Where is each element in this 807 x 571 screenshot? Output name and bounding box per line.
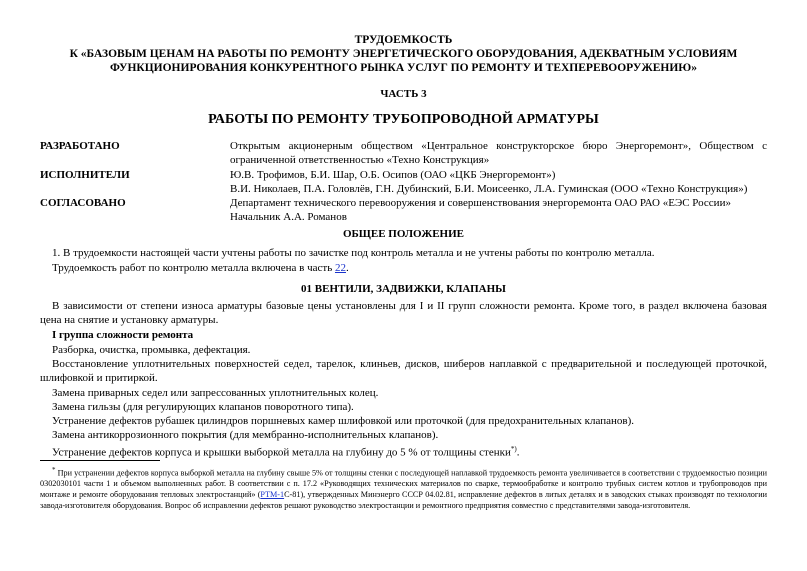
executors-line-2: В.И. Николаев, П.А. Головлёв, Г.Н. Дубинский, Б.И. Моисеенко, Л.А. Гуминская (ООО «Техно Конструкция») [230,182,748,195]
agreed-value [230,196,767,225]
general-paragraph-2-end: . [345,262,349,274]
title-line-2: К «БАЗОВЫМ ЦЕНАМ НА РАБОТЫ ПО РЕМОНТУ ЭНЕРГЕТИЧЕСКОГО ОБОРУДОВАНИЯ, АДЕКВАТНЫМ УСЛОВИЯМ [69,48,738,60]
agreed-line-1: Департамент технического перевооружения и совершенствования энергоремонта ОАО РАО «ЕЭС России» [230,197,731,210]
credits-block [40,139,767,225]
general-paragraph-2-text: Трудоемкость работ по контролю металла включена в часть [52,262,335,274]
executors-label: ИСПОЛНИТЕЛИ [40,168,130,181]
general-heading: ОБЩЕЕ ПОЛОЖЕНИЕ [342,228,465,240]
rtm-link[interactable]: РТМ-1 [260,489,285,499]
footnote-text-b: С-81), утвержденных Минэнерго СССР 04.02.81, исправление дефектов в литых деталях и в заводских стыках производят по технологии завода-изготовителя оборудования. Вопрос об исправлении дефектов решают руководство электростанции и ремонтного предприятия совместно с представителями завода-изготовителя. [40,489,767,510]
part-22-link[interactable]: 22 [334,262,346,274]
list-item-last-text: Устранение дефектов корпуса и крышки выборкой металла на глубину до 5 % от толщины стенки [52,446,511,459]
part-heading: ЧАСТЬ 3 [380,88,427,100]
document-title [40,33,767,75]
list-item: Разборка, очистка, промывка, дефектация. [52,344,251,356]
section-01-heading: 01 ВЕНТИЛИ, ЗАДВИЖКИ, КЛАПАНЫ [301,283,506,295]
list-item-last-end: . [516,446,520,459]
agreed-label: СОГЛАСОВАНО [40,197,126,210]
developed-value: Открытым акционерным обществом «Центральное конструкторское бюро Энергоремонт», Обществом с ограниченной ответственностью «Техно Конструкция» [230,140,767,167]
developed-label: РАЗРАБОТАНО [40,140,120,152]
list-item: Замена приварных седел или запрессованных уплотнительных колец. [52,387,379,399]
group-1-heading: I группа сложности ремонта [52,329,194,341]
executors-line-1: Ю.В. Трофимов, Б.И. Шар, О.Б. Осипов (ОАО «ЦКБ Энергоремонт») [230,168,556,181]
list-item: Устранение дефектов рубашек цилиндров поршневых камер шлифовкой или проточкой (для предохранительных клапанов). [52,415,634,427]
footnote-text-a: При устранении дефектов корпуса выборкой металла на глубину свыше 5% от толщины стенки с последующей наплавкой трудоемкость ремонта увеличивается в соответствии с трудоемкостью позиции 0302030101 части 1 и объемом выполненных работ. В соответствии с п. 17.2 «Руководящих технических материалов по сварке, термообработке и контролю трубных систем котлов и трубопроводов при монтаже и ремонте оборудования тепловых электростанций» ( [40,468,767,499]
general-paragraph-2 [40,261,767,275]
footnote [40,465,767,511]
credits-developed [40,139,767,168]
section-01-intro: В зависимости от степени износа арматуры базовые цены установлены для I и II групп сложности ремонта. Кроме того, в раздел включена базовая цена на снятие и установку арматуры. [40,300,767,327]
footnote-divider [40,460,160,461]
footnote-reference[interactable]: *) [510,445,517,453]
agreed-line-2: Начальник А.А. Романов [230,211,347,224]
list-item-last [52,442,767,460]
title-line-3: ФУНКЦИОНИРОВАНИЯ КОНКУРЕНТНОГО РЫНКА УСЛУГ ПО РЕМОНТУ И ТЕХПЕРЕВООРУЖЕНИЮ» [110,62,697,74]
credits-agreed [40,196,767,225]
footnote-mark: * [52,466,56,474]
general-paragraph-1: 1. В трудоемкости настоящей части учтены работы по зачистке под контроль металла и не учтены работы по контролю металла. [52,247,655,259]
credits-executors [40,168,767,197]
title-line-1: ТРУДОЕМКОСТЬ [354,34,453,46]
section-heading: РАБОТЫ ПО РЕМОНТУ ТРУБОПРОВОДНОЙ АРМАТУРЫ [208,112,599,127]
list-item: Замена гильзы (для регулирующих клапанов поворотного типа). [52,401,354,413]
list-item: Замена антикоррозионного покрытия (для мембранно-исполнительных клапанов). [52,429,439,441]
list-item: Восстановление уплотнительных поверхностей седел, тарелок, клиньев, дисков, шиберов наплавкой с предварительной и последующей проточкой, шлифовкой и притиркой. [40,358,767,385]
executors-value [230,168,767,197]
